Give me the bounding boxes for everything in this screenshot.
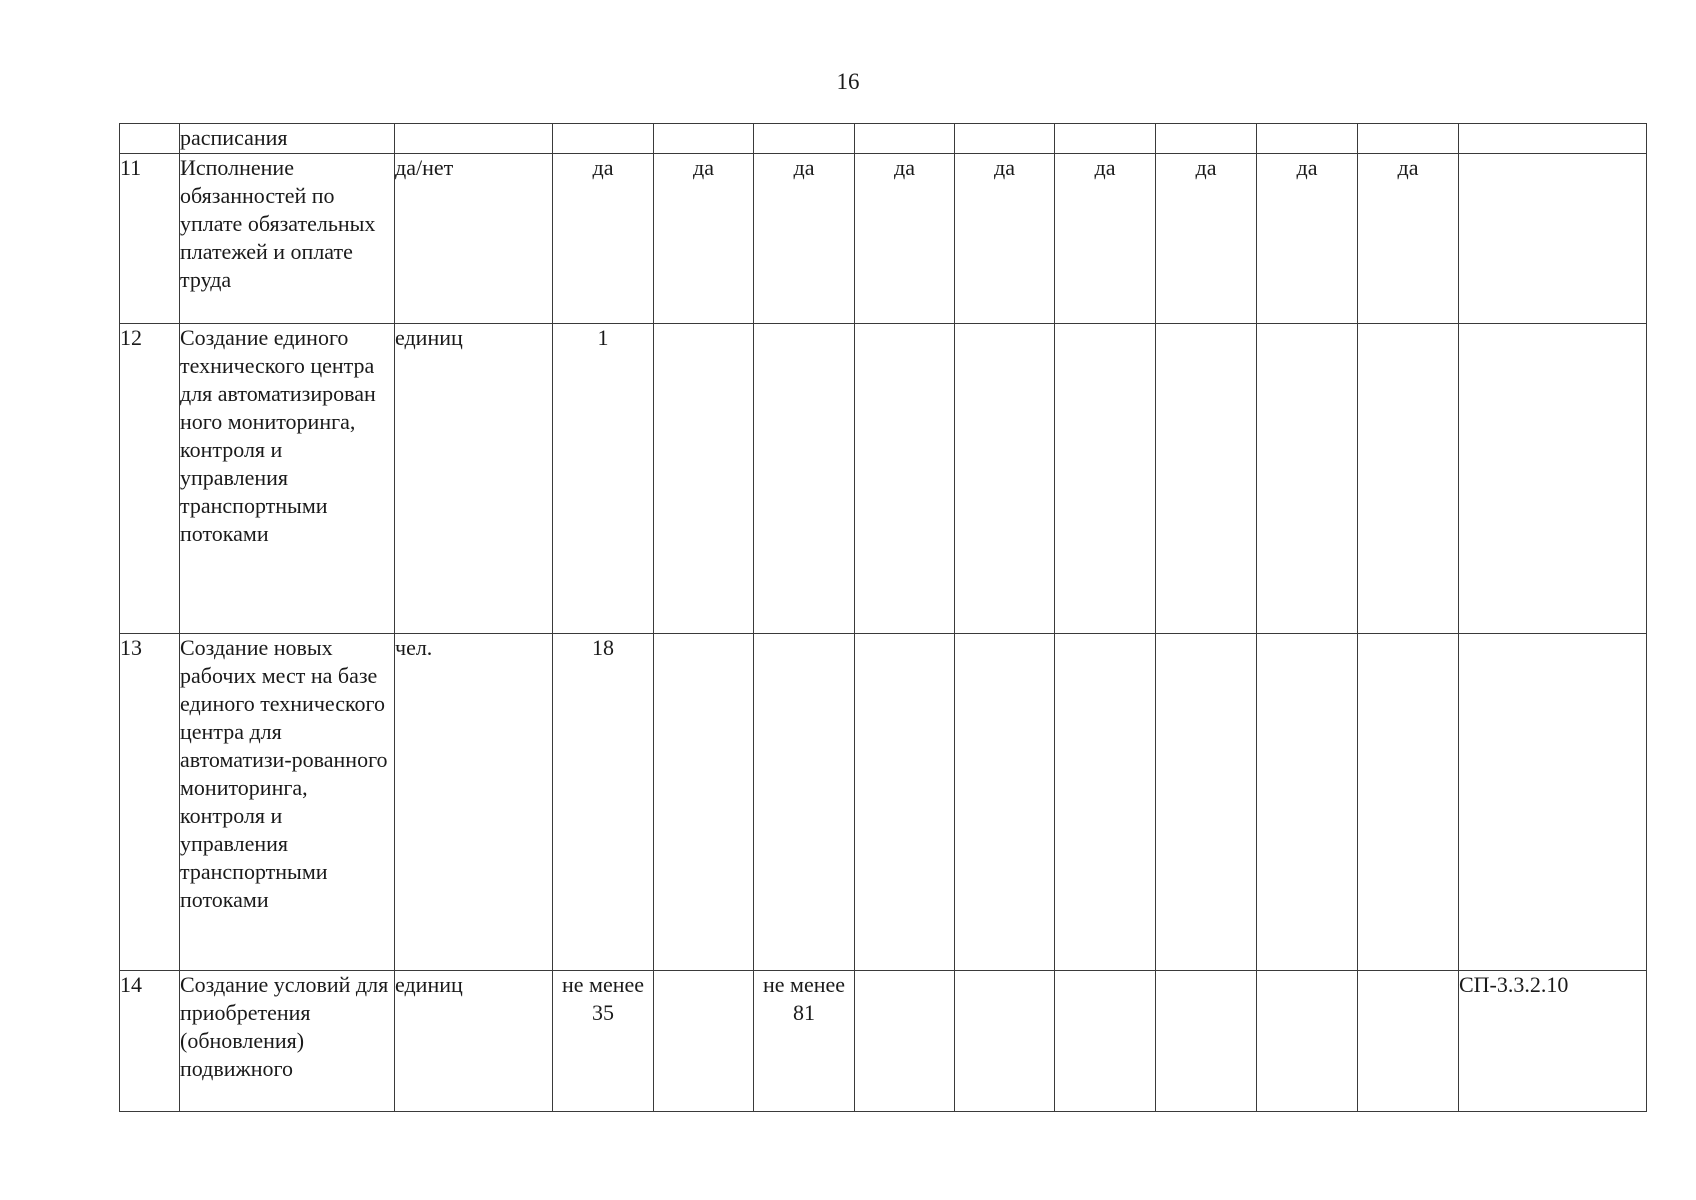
cell-ref <box>1459 154 1647 324</box>
cell-num: 11 <box>120 154 180 324</box>
indicators-table <box>119 123 1647 1112</box>
cell-unit: единиц <box>395 971 553 1112</box>
cell-value: 18 <box>553 634 654 971</box>
cell-value <box>955 971 1055 1112</box>
cell-ref: СП-3.3.2.10 <box>1459 971 1647 1112</box>
cell-value <box>754 124 855 154</box>
cell-name: Создание условий для приобретения (обновления) подвижного <box>180 971 395 1112</box>
cell-value <box>955 124 1055 154</box>
cell-value: да <box>1156 154 1257 324</box>
cell-value: да <box>654 154 754 324</box>
cell-value: да <box>955 154 1055 324</box>
cell-value <box>1156 124 1257 154</box>
cell-value <box>1156 634 1257 971</box>
cell-value: не менее 35 <box>553 971 654 1112</box>
cell-value <box>855 634 955 971</box>
cell-value <box>855 324 955 634</box>
cell-value <box>1358 324 1459 634</box>
cell-value <box>1156 324 1257 634</box>
cell-value <box>654 634 754 971</box>
cell-name: Создание единого технического центра для автоматизирован ного мониторинга, контроля и управления транспортными потоками <box>180 324 395 634</box>
table-row <box>120 634 1647 971</box>
cell-value: не менее 81 <box>754 971 855 1112</box>
cell-value <box>654 971 754 1112</box>
cell-num: 13 <box>120 634 180 971</box>
cell-ref <box>1459 124 1647 154</box>
cell-name: Создание новых рабочих мест на базе единого технического центра для автоматизи-рованного мониторинга, контроля и управления транспортными потоками <box>180 634 395 971</box>
cell-unit: единиц <box>395 324 553 634</box>
cell-value <box>1055 634 1156 971</box>
cell-value <box>754 634 855 971</box>
cell-value: да <box>1257 154 1358 324</box>
cell-value <box>654 124 754 154</box>
cell-value <box>955 634 1055 971</box>
table-row-continuation <box>120 124 1647 154</box>
cell-num <box>120 124 180 154</box>
cell-value <box>1358 634 1459 971</box>
page-number: 16 <box>836 69 860 94</box>
cell-ref <box>1459 634 1647 971</box>
cell-value <box>553 124 654 154</box>
cell-name: расписания <box>180 124 395 154</box>
cell-value: да <box>1358 154 1459 324</box>
table-row <box>120 971 1647 1112</box>
cell-unit: да/нет <box>395 154 553 324</box>
cell-value <box>1358 124 1459 154</box>
cell-unit <box>395 124 553 154</box>
cell-value: да <box>855 154 955 324</box>
cell-num: 12 <box>120 324 180 634</box>
cell-num: 14 <box>120 971 180 1112</box>
table-row <box>120 154 1647 324</box>
cell-value: да <box>1055 154 1156 324</box>
cell-unit: чел. <box>395 634 553 971</box>
cell-value <box>1055 971 1156 1112</box>
cell-value <box>1156 971 1257 1112</box>
cell-value <box>1257 971 1358 1112</box>
cell-value <box>1055 324 1156 634</box>
cell-value <box>654 324 754 634</box>
cell-value <box>1055 124 1156 154</box>
cell-value <box>1257 634 1358 971</box>
cell-value <box>1257 324 1358 634</box>
cell-value <box>955 324 1055 634</box>
cell-value <box>855 124 955 154</box>
cell-value <box>1257 124 1358 154</box>
cell-value: 1 <box>553 324 654 634</box>
cell-name: Исполнение обязанностей по уплате обязательных платежей и оплате труда <box>180 154 395 324</box>
cell-value <box>754 324 855 634</box>
cell-value: да <box>553 154 654 324</box>
table-row <box>120 324 1647 634</box>
cell-value: да <box>754 154 855 324</box>
cell-ref <box>1459 324 1647 634</box>
cell-value <box>1358 971 1459 1112</box>
cell-value <box>855 971 955 1112</box>
